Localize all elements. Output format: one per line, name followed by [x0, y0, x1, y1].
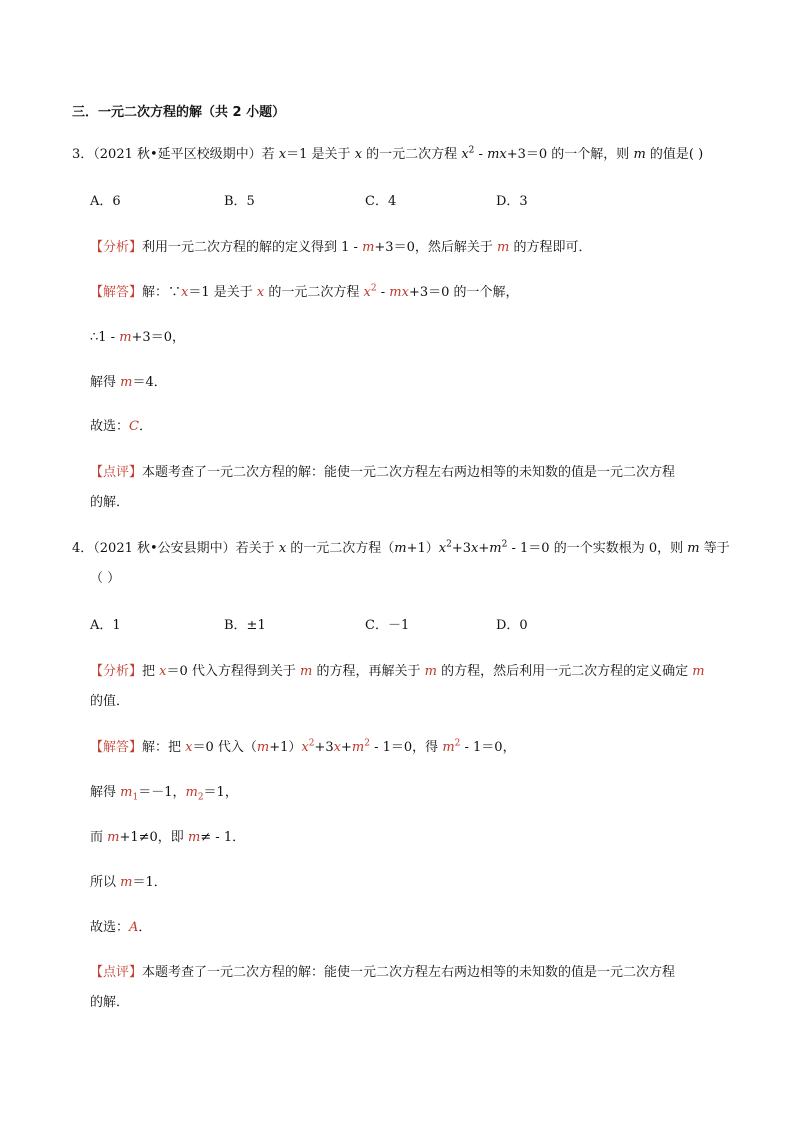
q4-step-2: 而 m+1≠0，即 m≠ - 1． — [90, 830, 246, 845]
q4-comment-cont: 的解． — [90, 995, 130, 1010]
q4-comment: 【点评】本题考查了一元二次方程的解：能使一元二次方程左右两边相等的未知数的值是一元二次方程 — [90, 965, 676, 980]
q3-choice: 故选：C． — [90, 419, 152, 434]
answer-tag: 【解答】 — [90, 285, 143, 300]
option-d: D．0 — [496, 618, 528, 633]
question-4-paren: （ ） — [90, 571, 121, 586]
section-title: 三．一元二次方程的解（共 2 小题） — [72, 105, 286, 120]
option-b: B．5 — [224, 194, 255, 209]
q4-answer: 【解答】解：把 x＝0 代入$(m+1)x^2+3x+m^2 - 1=0$，得 $m^2 - 1=0$， — [90, 738, 516, 755]
option-d: D．3 — [496, 194, 528, 209]
q4-choice: 故选：A． — [90, 920, 152, 935]
answer-tag: 【解答】 — [90, 740, 143, 755]
question-number: 4． — [72, 541, 94, 556]
q3-answer: 【解答】解：∵x＝1 是关于 x 的一元二次方程 $x^2 - mx+3=0$ 的一个解， — [90, 283, 519, 300]
q3-comment: 【点评】本题考查了一元二次方程的解：能使一元二次方程左右两边相等的未知数的值是一元二次方程 — [90, 465, 676, 480]
q3-step-1: ∴1 - m+3＝0， — [90, 330, 185, 345]
comment-tag: 【点评】 — [90, 965, 143, 980]
q3-step-2: 解得 m＝4． — [90, 375, 167, 390]
comment-tag: 【点评】 — [90, 465, 143, 480]
option-a: A．1 — [90, 618, 121, 633]
option-a: A．6 — [90, 194, 121, 209]
question-number: 3． — [72, 147, 94, 162]
analysis-tag: 【分析】 — [90, 664, 143, 679]
q4-step-1: 解得 $m_1=-1$，$m_2=1$， — [90, 785, 238, 803]
question-3-stem: 3．（2021 秋•延平区校级期中）若 x＝1 是关于 x 的一元二次方程 $x^2 - mx+3=0$ 的一个解，则 m 的值是( ) — [72, 145, 704, 162]
question-source: （2021 秋•公安县期中） — [93, 541, 236, 556]
q3-comment-cont: 的解． — [90, 495, 130, 510]
q4-step-3: 所以 m＝1． — [90, 875, 167, 890]
q3-analysis: 【分析】利用一元二次方程的解的定义得到 1 - m+3＝0，然后解关于 m 的方程即可． — [90, 240, 592, 255]
q4-analysis-cont: 的值． — [90, 694, 130, 709]
question-4-stem: 4．（2021 秋•公安县期中）若关于 x 的一元二次方程$(m+1)x^2+3x+m^2 - 1=0$ 的一个实数根为 0，则 m 等于 — [72, 539, 730, 556]
q4-analysis: 【分析】把 x＝0 代入方程得到关于 m 的方程，再解关于 m 的方程，然后利用一元二次方程的定义确定 m — [90, 664, 705, 679]
option-c: C．－1 — [365, 618, 410, 633]
option-c: C．4 — [365, 194, 397, 209]
analysis-tag: 【分析】 — [90, 240, 143, 255]
option-b: B．±1 — [224, 618, 266, 633]
question-source: （2021 秋•延平区校级期中） — [93, 147, 262, 162]
